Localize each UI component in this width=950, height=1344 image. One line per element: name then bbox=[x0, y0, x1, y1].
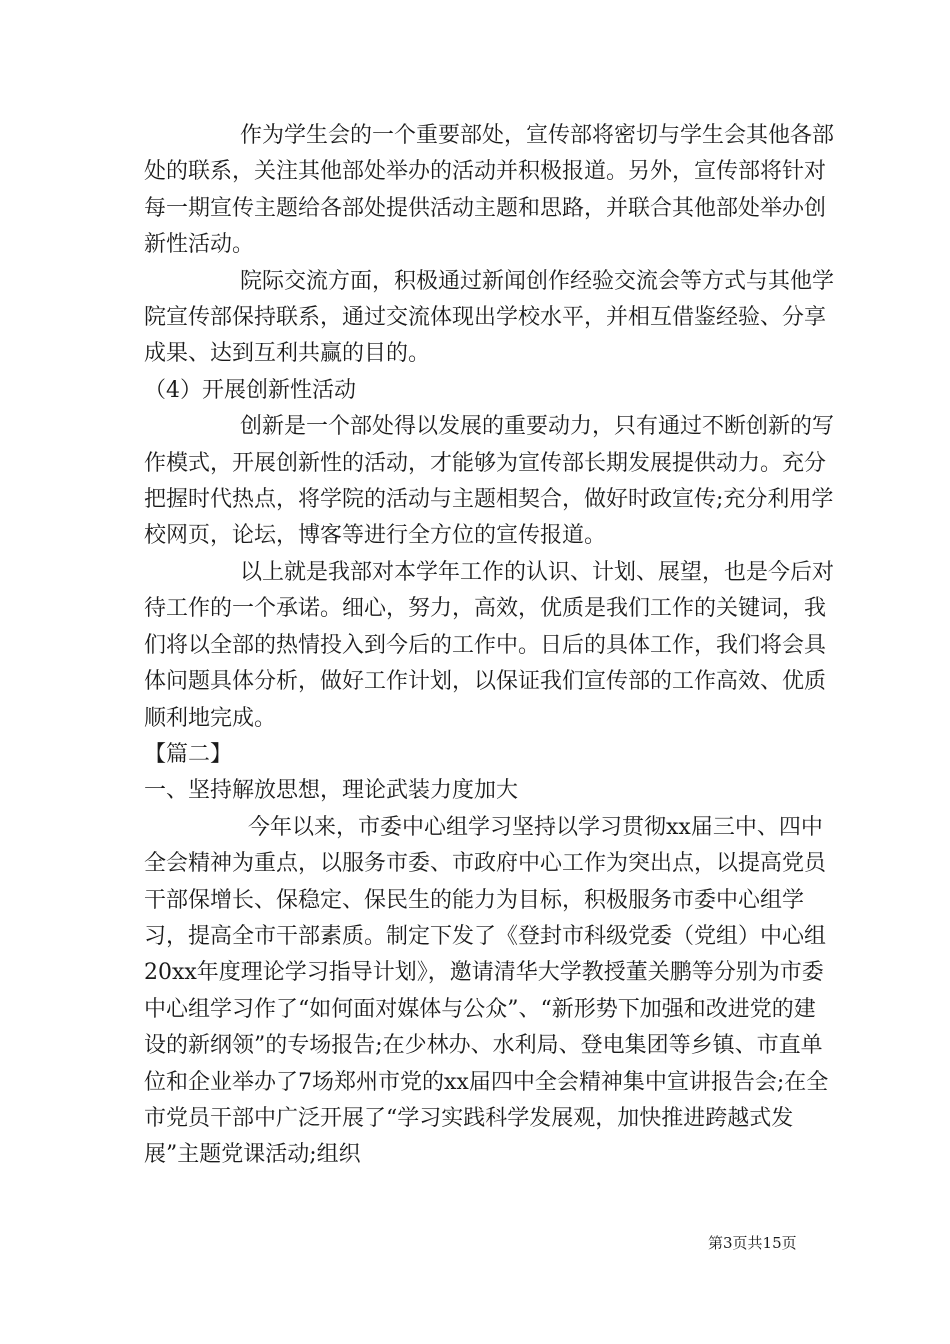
paragraph-study: 今年以来，市委中心组学习坚持以学习贯彻xx届三中、四中全会精神为重点，以服务市委、市政府中心工作为突出点，以提高党员干部保增长、保稳定、保民生的能力为目标，积极服务市委中心组学习，提高全市干部素质。制定下发了《登封市科级党委（党组）中心组20xx年度理论学习指导计划》，邀请清华大学教授董关鹏等分别为市委中心组学习作了“如何面对媒体与公众”、“新形势下加强和改进党的建设的新纲领”的专场报告;在少林办、水利局、登电集团等乡镇、市直单位和企业举办了7场郑州市党的xx届四中全会精神集中宣讲报告会;在全市党员干部中广泛开展了“学习实践科学发展观，加快推进跨越式发展”主题党课活动;组织 bbox=[144, 814, 829, 1168]
paragraph-conclusion: 以上就是我部对本学年工作的认识、计划、展望，也是今后对待工作的一个承诺。细心，努力，高效，优质是我们工作的关键词，我们将以全部的热情投入到今后的工作中。日后的具体工作，我们将会具体问题具体分析，做好工作计划，以保证我们宣传部的工作高效、优质顺利地完成。 bbox=[144, 559, 835, 731]
sub-heading: 一、坚持解放思想，理论武装力度加大 bbox=[144, 778, 519, 804]
section-title: 【篇二】 bbox=[144, 741, 233, 767]
paragraph-innovation: 创新是一个部处得以发展的重要动力，只有通过不断创新的写作模式，开展创新性的活动，才能够为宣传部长期发展提供动力。充分把握时代热点，将学院的活动与主题相契合，做好时政宣传;充分利用学校网页，论坛，博客等进行全方位的宣传报道。 bbox=[144, 414, 835, 549]
page-number-footer: 第3页共15页 bbox=[708, 1234, 797, 1252]
heading-innovation: （4）开展创新性活动 bbox=[144, 377, 356, 403]
paragraph-exchange: 院际交流方面，积极通过新闻创作经验交流会等方式与其他学院宣传部保持联系，通过交流体现出学校水平，并相互借鉴经验、分享成果、达到互利共赢的目的。 bbox=[144, 268, 835, 367]
document-body bbox=[144, 118, 834, 1174]
paragraph-liaison: 作为学生会的一个重要部处，宣传部将密切与学生会其他各部处的联系，关注其他部处举办的活动并积极报道。另外，宣传部将针对每一期宣传主题给各部处提供活动主题和思路，并联合其他部处举办创新性活动。 bbox=[144, 123, 835, 258]
